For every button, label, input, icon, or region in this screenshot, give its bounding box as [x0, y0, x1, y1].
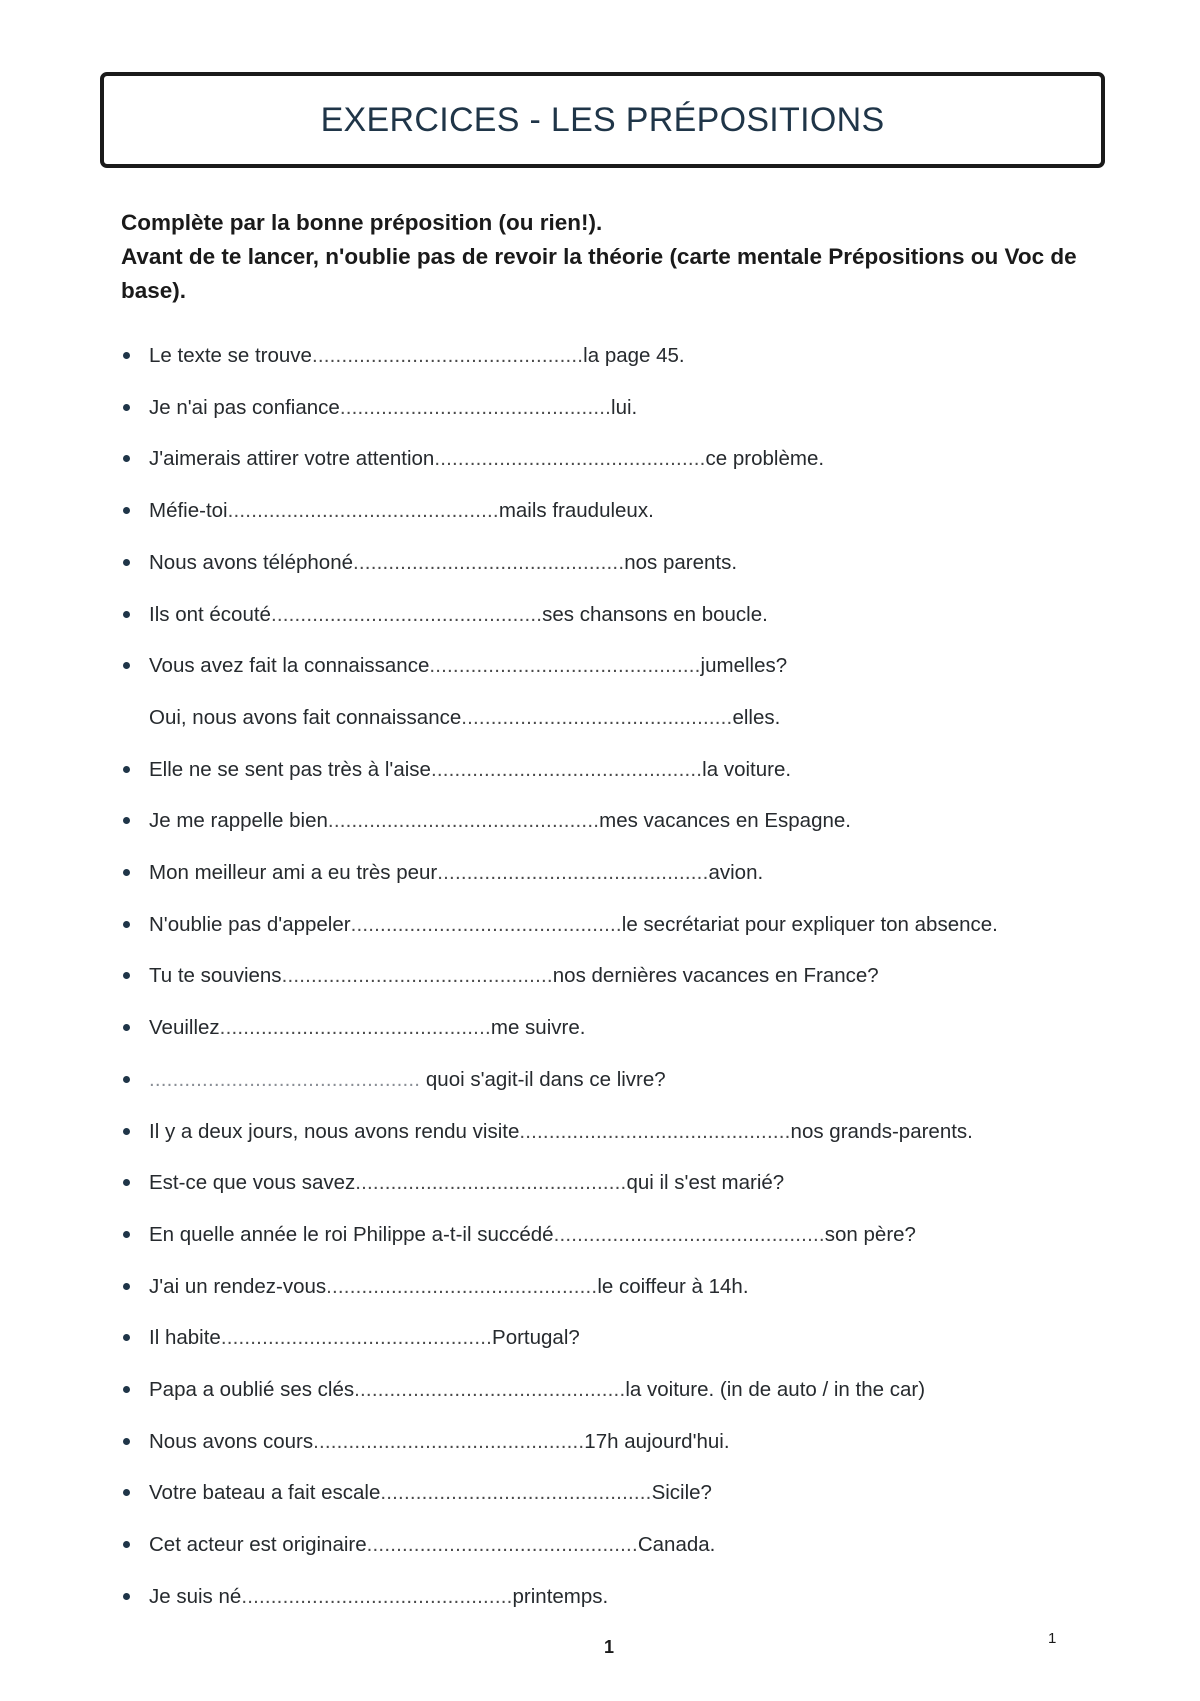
answer-blank[interactable]: ..............................................	[326, 1275, 598, 1298]
exercise-sentence	[149, 1582, 608, 1612]
bullet-icon	[123, 921, 130, 928]
sentence-end: quoi s'agit-il dans ce livre?	[420, 1068, 666, 1091]
bullet-icon	[123, 455, 130, 462]
sentence-end: jumelles?	[700, 654, 788, 677]
sentence-start: Oui, nous avons fait connaissance	[149, 706, 462, 729]
answer-blank[interactable]: ..............................................	[519, 1120, 791, 1143]
sentence-start: Nous avons téléphoné	[149, 551, 354, 574]
sentence-end: la page 45.	[583, 344, 685, 367]
bullet-icon	[123, 352, 130, 359]
answer-blank[interactable]: ..............................................	[350, 913, 622, 936]
bullet-icon	[123, 1024, 130, 1031]
exercise-sentence	[149, 1478, 712, 1508]
sentence-end: nos grands-parents.	[790, 1120, 973, 1143]
page-title: EXERCICES - LES PRÉPOSITIONS	[320, 100, 885, 139]
exercise-sentence	[149, 961, 879, 991]
answer-blank[interactable]: ..............................................	[220, 1326, 493, 1349]
answer-blank[interactable]: ..............................................	[461, 706, 733, 729]
sentence-start: Cet acteur est originaire	[149, 1533, 367, 1556]
sentence-start: Veuillez	[149, 1016, 220, 1039]
bullet-icon	[123, 1386, 130, 1393]
bullet-icon	[123, 1179, 130, 1186]
sentence-end: nos dernières vacances en France?	[552, 964, 879, 987]
answer-blank[interactable]: ..............................................	[313, 1430, 585, 1453]
answer-blank[interactable]: ..............................................	[227, 499, 499, 522]
sentence-start: Votre bateau a fait escale	[149, 1481, 381, 1504]
sentence-end: printemps.	[512, 1585, 609, 1608]
bullet-icon	[123, 611, 130, 618]
exercise-sentence	[149, 1168, 784, 1198]
answer-blank[interactable]: ..............................................	[353, 551, 625, 574]
answer-blank[interactable]: ..............................................	[241, 1585, 513, 1608]
sentence-start: Papa a oublié ses clés	[149, 1378, 355, 1401]
page-number-corner: 1	[1048, 1630, 1057, 1647]
exercise-sentence	[149, 341, 685, 371]
sentence-start: Ils ont écouté	[149, 603, 271, 626]
sentence-end: Canada.	[637, 1533, 716, 1556]
exercise-sentence	[149, 910, 998, 940]
bullet-icon	[123, 972, 130, 979]
bullet-icon	[123, 559, 130, 566]
sentence-start: Je me rappelle bien	[149, 809, 328, 832]
bullet-icon	[123, 1334, 130, 1341]
sentence-start: Elle ne se sent pas très à l'aise	[149, 758, 431, 781]
sentence-start: J'ai un rendez-vous	[149, 1275, 327, 1298]
answer-blank[interactable]: ..............................................	[430, 758, 703, 781]
exercise-sentence	[149, 651, 787, 681]
sentence-end: mails frauduleux.	[498, 499, 654, 522]
exercise-sentence	[149, 1013, 585, 1043]
exercise-sentence	[149, 548, 737, 578]
instructions	[121, 206, 1121, 308]
sentence-start: Tu te souviens	[149, 964, 282, 987]
sentence-end: Portugal?	[492, 1326, 580, 1349]
answer-blank[interactable]: ..............................................	[355, 1171, 627, 1194]
answer-blank[interactable]: ..............................................	[437, 861, 709, 884]
sentence-end: le coiffeur à 14h.	[597, 1275, 749, 1298]
page-number: 1	[604, 1637, 615, 1657]
sentence-end: qui il s'est marié?	[626, 1171, 785, 1194]
sentence-start: N'oublie pas d'appeler	[149, 913, 351, 936]
sentence-end: ce problème.	[705, 447, 825, 470]
sentence-start: Il y a deux jours, nous avons rendu visite	[149, 1120, 520, 1143]
bullet-icon	[123, 766, 130, 773]
exercise-sentence	[149, 496, 654, 526]
sentence-start: En quelle année le roi Philippe a-t-il succédé	[149, 1223, 554, 1246]
bullet-icon	[123, 869, 130, 876]
exercise-sentence	[149, 858, 763, 888]
exercise-sentence	[149, 755, 791, 785]
exercise-sentence	[149, 1323, 580, 1353]
answer-blank[interactable]: ..............................................	[281, 964, 553, 987]
bullet-icon	[123, 404, 130, 411]
answer-blank[interactable]: ..............................................	[553, 1223, 825, 1246]
sentence-start: J'aimerais attirer votre attention	[149, 447, 435, 470]
exercise-sentence	[149, 1530, 715, 1560]
instruction-line-2: Avant de te lancer, n'oublie pas de revoir la théorie (carte mentale Prépositions ou Voc de base).	[121, 244, 1077, 303]
bullet-icon	[123, 1128, 130, 1135]
sentence-end: la voiture. (in de auto / in the car)	[625, 1378, 926, 1401]
sentence-start: Mon meilleur ami a eu très peur	[149, 861, 438, 884]
exercise-sentence	[149, 1375, 925, 1405]
exercise-sentence	[149, 393, 637, 423]
bullet-icon	[123, 1438, 130, 1445]
sentence-end: elles.	[732, 706, 781, 729]
sentence-start: Je n'ai pas confiance	[149, 396, 340, 419]
sentence-start: Est-ce que vous savez	[149, 1171, 356, 1194]
sentence-start: Je suis né	[149, 1585, 242, 1608]
sentence-end: la voiture.	[702, 758, 792, 781]
bullet-icon	[123, 1283, 130, 1290]
exercise-sentence	[149, 1065, 666, 1095]
sentence-end: Sicile?	[651, 1481, 712, 1504]
answer-blank[interactable]: ..............................................	[380, 1481, 652, 1504]
answer-blank[interactable]: ..............................................	[339, 396, 612, 419]
sentence-start: Nous avons cours	[149, 1430, 314, 1453]
sentence-end: me suivre.	[490, 1016, 586, 1039]
bullet-icon	[123, 1076, 130, 1083]
bullet-icon	[123, 1593, 130, 1600]
answer-blank[interactable]: ..............................................	[366, 1533, 638, 1556]
answer-blank[interactable]: ..............................................	[149, 1068, 421, 1091]
sentence-start: Vous avez fait la connaissance	[149, 654, 430, 677]
sentence-start: Il habite	[149, 1326, 221, 1349]
sentence-end: 17h aujourd'hui.	[584, 1430, 730, 1453]
exercise-sentence	[149, 806, 851, 836]
exercise-sentence	[149, 1117, 973, 1147]
bullet-icon	[123, 817, 130, 824]
bullet-icon	[123, 507, 130, 514]
bullet-icon	[123, 1541, 130, 1548]
sentence-end: lui.	[611, 396, 638, 419]
sentence-end: le secrétariat pour expliquer ton absence.	[621, 913, 998, 936]
sentence-end: mes vacances en Espagne.	[599, 809, 851, 832]
answer-blank[interactable]: ..............................................	[219, 1016, 491, 1039]
exercise-sentence	[149, 703, 780, 733]
answer-blank[interactable]: ..............................................	[311, 344, 584, 367]
sentence-start: Le texte se trouve	[149, 344, 312, 367]
instruction-line-1: Complète par la bonne préposition (ou rien!).	[121, 210, 603, 235]
exercise-sentence	[149, 1272, 749, 1302]
exercise-sentence	[149, 444, 824, 474]
sentence-end: ses chansons en boucle.	[542, 603, 768, 626]
bullet-icon	[123, 1489, 130, 1496]
exercise-sentence	[149, 600, 768, 630]
answer-blank[interactable]: ..............................................	[327, 809, 600, 832]
sentence-end: avion.	[708, 861, 764, 884]
answer-blank[interactable]: ..............................................	[270, 603, 543, 626]
answer-blank[interactable]: ..............................................	[434, 447, 706, 470]
exercise-sentence	[149, 1220, 916, 1250]
title-box	[100, 72, 1105, 168]
sentence-start: Méfie-toi	[149, 499, 228, 522]
exercise-sentence	[149, 1427, 730, 1457]
bullet-icon	[123, 1231, 130, 1238]
bullet-icon	[123, 662, 130, 669]
answer-blank[interactable]: ..............................................	[429, 654, 701, 677]
answer-blank[interactable]: ..............................................	[354, 1378, 626, 1401]
sentence-end: nos parents.	[624, 551, 738, 574]
sentence-end: son père?	[824, 1223, 916, 1246]
